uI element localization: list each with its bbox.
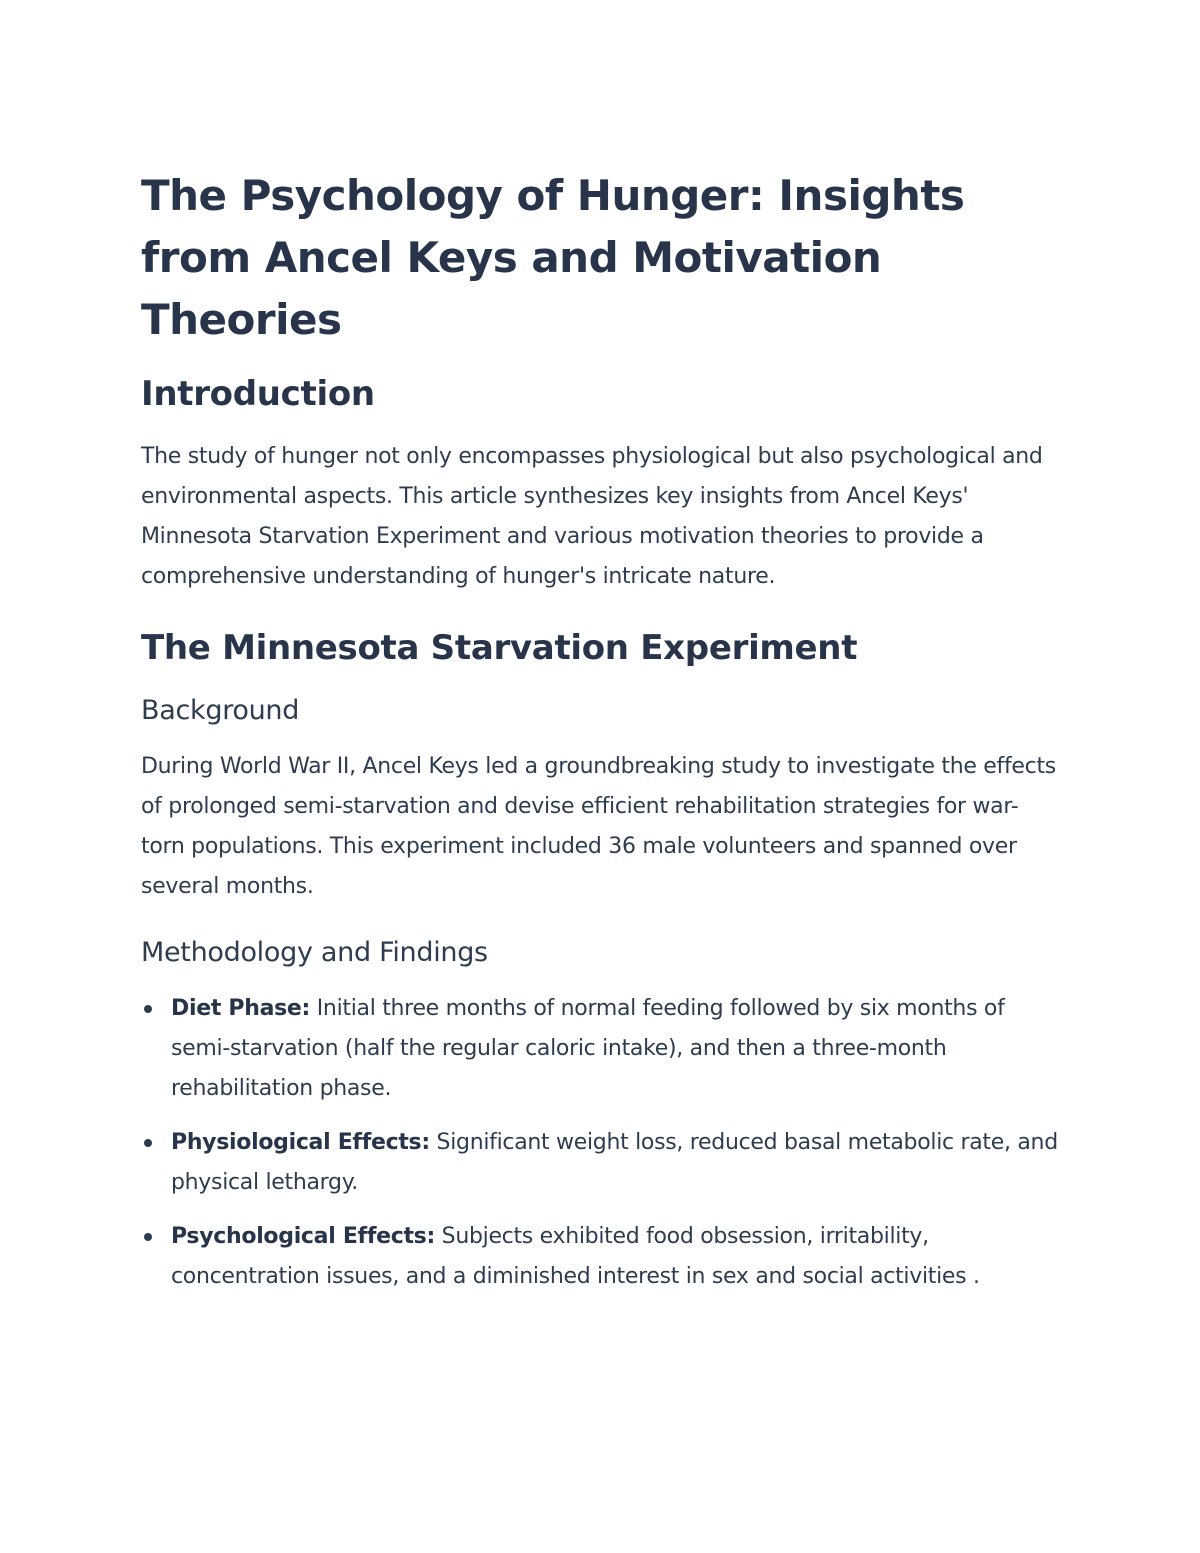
bullet-icon	[144, 1139, 152, 1147]
document-page	[141, 165, 1061, 1311]
methodology-heading: Methodology and Findings	[141, 937, 488, 968]
list-item-label: Psychological Effects:	[171, 1224, 435, 1249]
introduction-paragraph: The study of hunger not only encompasses physiological but also psychological and environmental aspects. This article synthesizes key insights from Ancel Keys' Minnesota Starvation Experiment and various motivation theories to provide a comprehensive understanding of hunger's intricate nature.	[141, 444, 1043, 589]
list-item-label: Diet Phase:	[171, 996, 311, 1021]
background-paragraph: During World War II, Ancel Keys led a groundbreaking study to investigate the effects of prolonged semi-starvation and devise efficient rehabilitation strategies for war-torn populations. This experiment included 36 male volunteers and spanned over several months.	[141, 754, 1056, 899]
findings-list	[141, 989, 1061, 1297]
page-title: The Psychology of Hunger: Insights from Ancel Keys and Motivation Theories	[141, 171, 965, 344]
background-heading: Background	[141, 695, 300, 726]
list-item-text: Significant weight loss, reduced basal metabolic rate, and physical lethargy.	[171, 1130, 1058, 1195]
list-item	[141, 1123, 1061, 1203]
list-item	[141, 989, 1061, 1109]
list-item	[141, 1217, 1061, 1297]
bullet-icon	[144, 1233, 152, 1241]
minnesota-heading: The Minnesota Starvation Experiment	[141, 628, 858, 668]
bullet-icon	[144, 1005, 152, 1013]
introduction-heading: Introduction	[141, 374, 375, 414]
list-item-text: Initial three months of normal feeding followed by six months of semi-starvation (half the regular caloric intake), and then a three-month rehabilitation phase.	[171, 996, 1005, 1101]
list-item-text: Subjects exhibited food obsession, irritability, concentration issues, and a diminished interest in sex and social activities .	[171, 1224, 980, 1289]
list-item-label: Physiological Effects:	[171, 1130, 430, 1155]
